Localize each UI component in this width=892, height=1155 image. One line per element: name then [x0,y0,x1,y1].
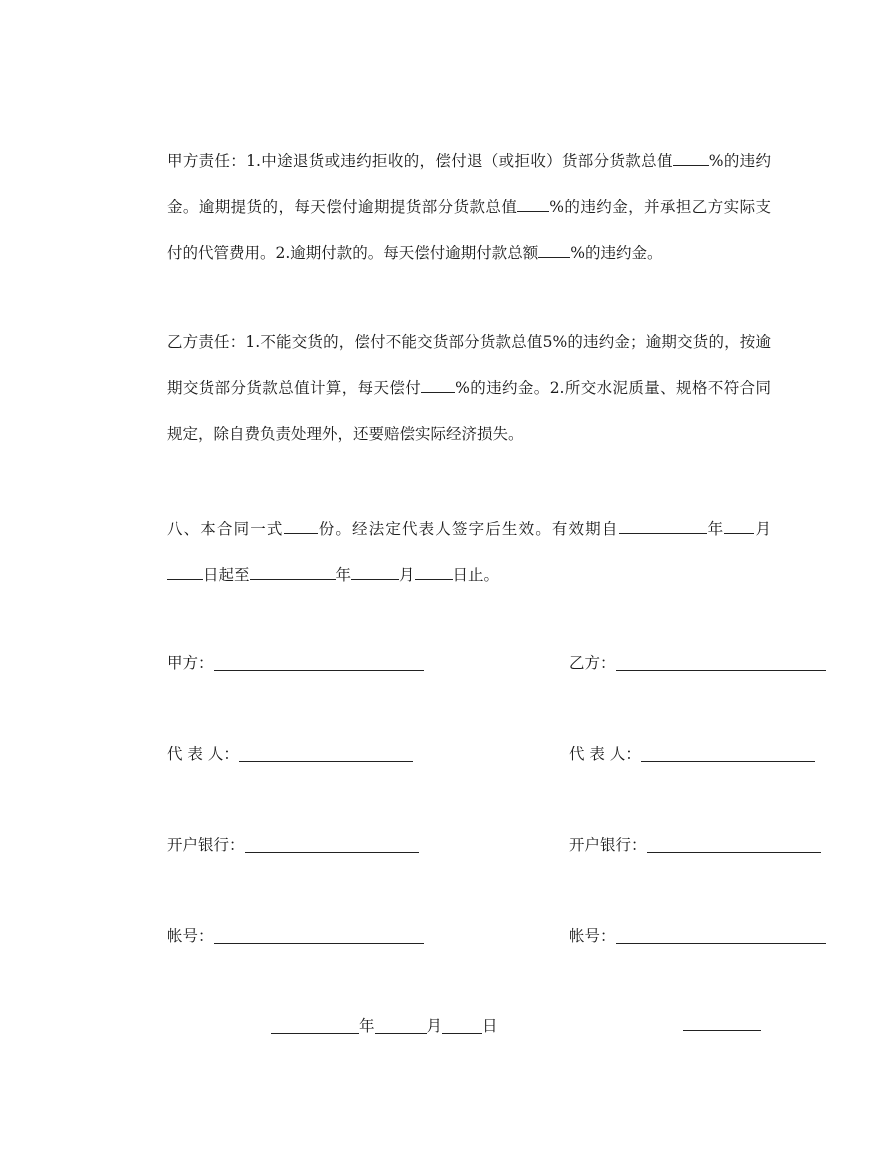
right-date-field[interactable] [683,1014,761,1031]
article-8-text-3: 日起至 [203,566,250,584]
right-date-row [683,1014,761,1033]
party-b-name-field[interactable] [616,654,826,671]
penalty-rate-blank-2 [517,197,549,212]
party-a-bank-field[interactable] [245,836,419,853]
article-8-month-1: 月 [754,520,771,538]
penalty-rate-blank-1 [673,151,709,166]
end-month-blank [351,565,399,580]
party-b-liability-text-1: 乙方责任：1.不能交货的，偿付不能交货部分货款总值5%的违约金；逾期交货的，按逾期交货部分货款总值计算，每天偿付 [167,333,771,397]
party-a-rep-label: 代 表 人： [167,745,239,763]
party-a-rep-field[interactable] [239,745,413,762]
signing-month-label: 月 [426,1017,443,1035]
article-8-clause [131,506,771,598]
party-b-liability-clause [131,319,771,457]
party-b-rep-label: 代 表 人： [569,745,641,763]
article-8-year-2: 年 [335,566,352,584]
party-a-bank-row [167,833,419,855]
party-a-bank-label: 开户银行： [167,836,245,854]
party-b-account-field[interactable] [616,927,826,944]
party-b-name-row [569,651,826,673]
signing-month-field[interactable] [375,1017,427,1034]
party-a-liability-text-4: %的违约金。 [570,244,663,262]
party-a-name-label: 甲方： [167,654,214,672]
end-year-blank [250,565,336,580]
start-month-blank-b [738,519,754,534]
party-b-name-label: 乙方： [569,654,616,672]
start-year-blank [619,519,707,534]
party-b-account-label: 帐号： [569,927,616,945]
signing-year-field[interactable] [271,1017,359,1034]
party-a-rep-row [167,742,413,764]
penalty-rate-blank-3 [538,243,570,258]
article-8-year-1: 年 [706,520,725,538]
end-day-blank [415,565,453,580]
article-8-text-4: 日止。 [452,566,500,584]
signing-day-field[interactable] [442,1017,482,1034]
party-a-liability-clause [131,138,771,276]
party-b-bank-row [569,833,821,855]
signing-year-label: 年 [359,1017,375,1035]
party-b-rep-row [569,742,815,764]
start-day-blank [167,565,203,580]
party-b-liability-text-2: %的违约金。2.所交水泥质量、规格不符合同规定，除自费负责处理外，还要赔偿实际经济损失。 [167,379,771,443]
party-a-account-label: 帐号： [167,927,214,945]
party-a-account-field[interactable] [214,927,424,944]
article-8-text-2: 份。经法定代表人签字后生效。有效期自 [317,520,619,538]
party-a-liability-text-1: 甲方责任：1.中途退货或违约拒收的，偿付退（或拒收）货部分货款总值 [167,152,673,170]
copies-blank [284,519,318,534]
signing-date-row [271,1014,498,1036]
party-a-account-row [167,924,424,946]
article-8-text-1: 八、本合同一式 [167,520,284,538]
party-b-bank-field[interactable] [647,836,821,853]
party-b-bank-label: 开户银行： [569,836,647,854]
start-month-blank-a [724,519,738,534]
party-a-liability-text-2: %的违约金。逾期提货的，每天偿付逾期提货部分货款总值 [167,152,771,216]
party-b-account-row [569,924,826,946]
party-a-liability-text-3: %的违约金，并承担乙方实际支付的代管费用。2.逾期付款的。每天偿付逾期付款总额 [167,198,771,262]
party-b-rep-field[interactable] [641,745,815,762]
party-a-name-field[interactable] [214,654,424,671]
article-8-month-2: 月 [399,566,415,584]
party-a-name-row [167,651,424,673]
signing-day-label: 日 [482,1017,498,1035]
penalty-rate-blank-4 [421,378,455,393]
